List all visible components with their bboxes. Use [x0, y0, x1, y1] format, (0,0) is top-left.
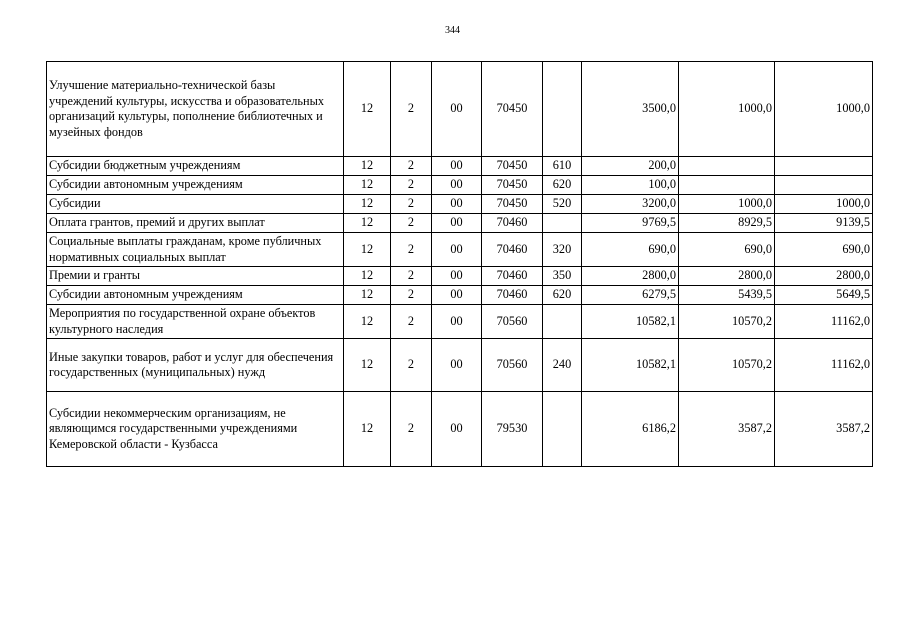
row-name-cell: Субсидии	[47, 195, 344, 214]
table-row	[47, 195, 873, 214]
expense-type-cell	[543, 214, 582, 233]
row-name-cell: Социальные выплаты гражданам, кроме публичных нормативных социальных выплат	[47, 233, 344, 267]
amount-year1-cell: 200,0	[582, 157, 679, 176]
table-row	[47, 286, 873, 305]
row-name-cell: Улучшение материально-технической базы учреждений культуры, искусства и образовательных организаций культуры, пополнение библиотечных и музейных фондов	[47, 62, 344, 157]
expense-type-cell: 240	[543, 339, 582, 392]
amount-year1-cell: 3500,0	[582, 62, 679, 157]
amount-year2-cell	[679, 176, 775, 195]
section-code-cell: 12	[344, 157, 391, 176]
direction-code-cell: 70450	[482, 157, 543, 176]
amount-year3-cell: 2800,0	[775, 267, 873, 286]
row-name-cell: Субсидии некоммерческим организациям, не являющимся государственными учреждениями Кемеровской области - Кузбасса	[47, 392, 344, 467]
direction-code-cell: 70460	[482, 233, 543, 267]
amount-year3-cell: 11162,0	[775, 339, 873, 392]
section-code-cell: 12	[344, 62, 391, 157]
table-row	[47, 392, 873, 467]
row-name-cell: Субсидии бюджетным учреждениям	[47, 157, 344, 176]
amount-year2-cell	[679, 157, 775, 176]
program-code-cell: 00	[432, 214, 482, 233]
amount-year3-cell	[775, 176, 873, 195]
direction-code-cell: 70560	[482, 305, 543, 339]
table-row	[47, 267, 873, 286]
row-name-cell: Субсидии автономным учреждениям	[47, 176, 344, 195]
amount-year3-cell: 1000,0	[775, 62, 873, 157]
table-row	[47, 214, 873, 233]
section-code-cell: 12	[344, 233, 391, 267]
expense-type-cell: 320	[543, 233, 582, 267]
amount-year1-cell: 6279,5	[582, 286, 679, 305]
amount-year2-cell: 10570,2	[679, 339, 775, 392]
section-code-cell: 12	[344, 305, 391, 339]
expense-type-cell: 610	[543, 157, 582, 176]
amount-year3-cell: 3587,2	[775, 392, 873, 467]
direction-code-cell: 70450	[482, 176, 543, 195]
subsection-code-cell: 2	[391, 286, 432, 305]
program-code-cell: 00	[432, 339, 482, 392]
expense-type-cell	[543, 62, 582, 157]
section-code-cell: 12	[344, 214, 391, 233]
subsection-code-cell: 2	[391, 267, 432, 286]
table-row	[47, 339, 873, 392]
amount-year3-cell: 9139,5	[775, 214, 873, 233]
row-name-cell: Иные закупки товаров, работ и услуг для обеспечения государственных (муниципальных) нужд	[47, 339, 344, 392]
direction-code-cell: 70450	[482, 195, 543, 214]
amount-year1-cell: 9769,5	[582, 214, 679, 233]
amount-year2-cell: 2800,0	[679, 267, 775, 286]
program-code-cell: 00	[432, 62, 482, 157]
direction-code-cell: 70460	[482, 214, 543, 233]
program-code-cell: 00	[432, 176, 482, 195]
direction-code-cell: 70460	[482, 267, 543, 286]
amount-year1-cell: 690,0	[582, 233, 679, 267]
table-body	[47, 62, 873, 467]
program-code-cell: 00	[432, 286, 482, 305]
subsection-code-cell: 2	[391, 233, 432, 267]
program-code-cell: 00	[432, 157, 482, 176]
direction-code-cell: 70560	[482, 339, 543, 392]
subsection-code-cell: 2	[391, 176, 432, 195]
expense-type-cell	[543, 392, 582, 467]
row-name-cell: Оплата грантов, премий и других выплат	[47, 214, 344, 233]
subsection-code-cell: 2	[391, 214, 432, 233]
amount-year2-cell: 3587,2	[679, 392, 775, 467]
amount-year2-cell: 1000,0	[679, 195, 775, 214]
table-row	[47, 176, 873, 195]
amount-year1-cell: 2800,0	[582, 267, 679, 286]
page-number: 344	[445, 25, 460, 36]
section-code-cell: 12	[344, 392, 391, 467]
subsection-code-cell: 2	[391, 195, 432, 214]
direction-code-cell: 70450	[482, 62, 543, 157]
program-code-cell: 00	[432, 267, 482, 286]
amount-year2-cell: 10570,2	[679, 305, 775, 339]
row-name-cell: Мероприятия по государственной охране объектов культурного наследия	[47, 305, 344, 339]
amount-year1-cell: 6186,2	[582, 392, 679, 467]
amount-year1-cell: 10582,1	[582, 339, 679, 392]
amount-year3-cell	[775, 157, 873, 176]
amount-year2-cell: 8929,5	[679, 214, 775, 233]
direction-code-cell: 79530	[482, 392, 543, 467]
section-code-cell: 12	[344, 267, 391, 286]
section-code-cell: 12	[344, 286, 391, 305]
amount-year3-cell: 5649,5	[775, 286, 873, 305]
row-name-cell: Субсидии автономным учреждениям	[47, 286, 344, 305]
subsection-code-cell: 2	[391, 157, 432, 176]
table-row	[47, 233, 873, 267]
subsection-code-cell: 2	[391, 305, 432, 339]
subsection-code-cell: 2	[391, 62, 432, 157]
amount-year1-cell: 10582,1	[582, 305, 679, 339]
section-code-cell: 12	[344, 176, 391, 195]
section-code-cell: 12	[344, 339, 391, 392]
subsection-code-cell: 2	[391, 392, 432, 467]
direction-code-cell: 70460	[482, 286, 543, 305]
table-row	[47, 305, 873, 339]
amount-year1-cell: 100,0	[582, 176, 679, 195]
program-code-cell: 00	[432, 305, 482, 339]
amount-year2-cell: 690,0	[679, 233, 775, 267]
expense-type-cell: 520	[543, 195, 582, 214]
subsection-code-cell: 2	[391, 339, 432, 392]
amount-year2-cell: 5439,5	[679, 286, 775, 305]
table-row	[47, 62, 873, 157]
expense-type-cell: 620	[543, 176, 582, 195]
amount-year2-cell: 1000,0	[679, 62, 775, 157]
program-code-cell: 00	[432, 195, 482, 214]
section-code-cell: 12	[344, 195, 391, 214]
amount-year3-cell: 1000,0	[775, 195, 873, 214]
amount-year3-cell: 11162,0	[775, 305, 873, 339]
expense-type-cell: 620	[543, 286, 582, 305]
expense-type-cell	[543, 305, 582, 339]
row-name-cell: Премии и гранты	[47, 267, 344, 286]
amount-year3-cell: 690,0	[775, 233, 873, 267]
amount-year1-cell: 3200,0	[582, 195, 679, 214]
expense-type-cell: 350	[543, 267, 582, 286]
table-row	[47, 157, 873, 176]
budget-table	[46, 61, 873, 467]
program-code-cell: 00	[432, 392, 482, 467]
program-code-cell: 00	[432, 233, 482, 267]
